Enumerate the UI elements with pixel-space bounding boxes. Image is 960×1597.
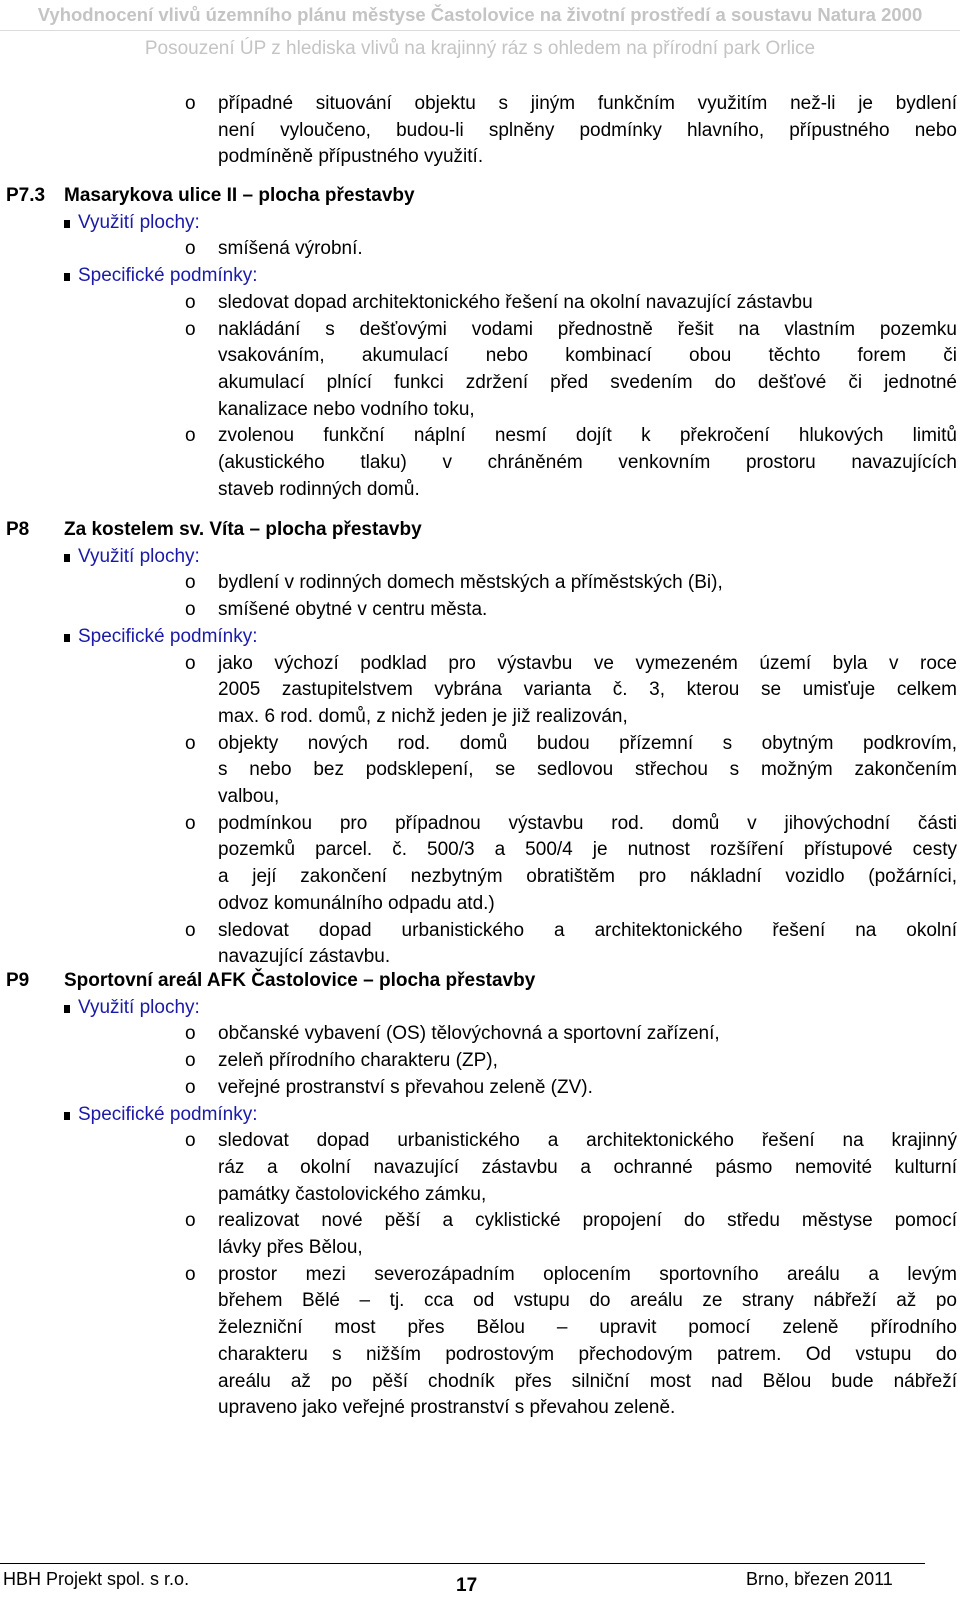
list-bullet: o (185, 812, 196, 834)
p73-condition-item-line: vsakováním, akumulací nebo kombinací obou těchto forem či (218, 345, 957, 367)
section-p9-code: P9 (6, 970, 30, 991)
p73-use-item-line: smíšená výrobní. (218, 238, 363, 260)
p8-condition-item-line: a její zakončení nezbytným obratištěm pro nákladní vozidlo (požárníci, (218, 866, 957, 888)
p9-condition-item-line: lávky přes Bělou, (218, 1237, 363, 1258)
p9-condition-item-line: sledovat dopad urbanistického a architektonického řešení na krajinný (218, 1130, 957, 1152)
p73-condition-item-line: (akustického tlaku) v chráněném venkovním prostoru navazujících (218, 452, 957, 473)
p8-condition-item-line: sledovat dopad urbanistického a architektonického řešení na okolní (218, 919, 957, 941)
label-vyuziti-plochy: Využití plochy: (78, 211, 200, 233)
list-bullet: o (185, 1023, 196, 1045)
p9-condition-item-line: upraveno jako veřejné prostranství s převahou zeleně. (218, 1397, 676, 1419)
list-bullet: o (185, 919, 196, 941)
list-bullet: o (185, 93, 196, 114)
p8-condition-item-line: valbou, (218, 786, 280, 807)
p9-use-item-line: zeleň přírodního charakteru (ZP), (218, 1050, 498, 1072)
section-p8-title: Za kostelem sv. Víta – plocha přestavby (64, 519, 422, 540)
p9-condition-item-line: charakteru s nižším podrostovým přechodovým patrem. Od vstupu do (218, 1343, 957, 1365)
list-bullet: o (185, 1263, 196, 1285)
p73-condition-item-line: akumulací plnící funkci zdržení před svedením do dešťové či jednotné (218, 371, 957, 393)
p8-condition-item-line: navazující zástavbu. (218, 946, 391, 968)
label-vyuziti-plochy: Využití plochy: (78, 996, 200, 1018)
p9-use-item-line: občanské vybavení (OS) tělovýchovná a sportovní zařízení, (218, 1023, 720, 1045)
footer-divider (0, 1563, 925, 1564)
p73-condition-item-line: staveb rodinných domů. (218, 478, 420, 500)
p73-condition-item-line: nakládání s dešťovými vodami přednostně řešit na vlastním pozemku (218, 318, 957, 340)
square-bullet-icon (64, 1112, 70, 1120)
label-specificke-podminky: Specifické podmínky: (78, 1103, 258, 1125)
header-document-title: Vyhodnocení vlivů územního plánu městyse Častolovice na životní prostředí a soustavu Natura 2000 (37, 4, 923, 25)
section-p8-code: P8 (6, 519, 30, 540)
square-bullet-icon (64, 1005, 70, 1013)
square-bullet-icon (64, 220, 70, 228)
p8-condition-item-line: 2005 zastupitelstvem vybrána varianta č. 3, kterou se umisťuje celkem (218, 679, 957, 701)
p8-condition-item-line: jako výchozí podklad pro výstavbu ve vymezeném území byla v roce (218, 652, 957, 674)
p8-use-item-line: smíšené obytné v centru města. (218, 599, 488, 621)
p73-condition-item-line: sledovat dopad architektonického řešení na okolní navazující zástavbu (218, 291, 813, 313)
list-bullet: o (185, 732, 196, 754)
p9-use-item-line: veřejné prostranství s převahou zeleně (ZV). (218, 1076, 593, 1098)
header-subtitle: Posouzení ÚP z hlediska vlivů na krajinný ráz s ohledem na přírodní park Orlice (144, 38, 816, 59)
section-p73-code: P7.3 (6, 185, 46, 206)
p8-condition-item-line: objekty nových rod. domů budou přízemní s obytným podkrovím, (218, 732, 957, 754)
p9-condition-item-line: areálu až po pěší chodník přes silniční most nad Bělou bude nábřeží (218, 1370, 957, 1392)
list-bullet: o (185, 1076, 196, 1098)
list-bullet: o (185, 318, 196, 340)
p9-condition-item-line: ráz a okolní navazující zástavbu a ochranné pásmo nemovité kulturní (218, 1156, 957, 1178)
list-bullet: o (185, 599, 196, 621)
list-bullet: o (185, 1130, 196, 1152)
p9-condition-item-line: břehem Bělé – tj. cca od vstupu do areálu ze strany nábřeží až po (218, 1290, 957, 1312)
p8-condition-item-line: pozemků parcel. č. 500/3 a 500/4 je nutnost rozšíření přístupové cesty (218, 839, 957, 861)
footer-date: Brno, březen 2011 (746, 1569, 893, 1589)
list-bullet: o (185, 291, 196, 313)
list-bullet: o (185, 238, 196, 260)
square-bullet-icon (64, 554, 70, 562)
continued-item-line: podmíněně přípustného využití. (218, 146, 484, 168)
label-specificke-podminky: Specifické podmínky: (78, 265, 258, 287)
p8-condition-item-line: s nebo bez podsklepení, se sedlovou střechou s možným zakončením (218, 759, 957, 781)
list-bullet: o (185, 572, 196, 594)
p8-condition-item-line: podmínkou pro případnou výstavbu rod. domů v jihovýchodní části (218, 812, 957, 834)
list-bullet: o (185, 652, 196, 674)
section-p73-title: Masarykova ulice II – plocha přestavby (64, 185, 415, 206)
page-number: 17 (456, 1575, 478, 1596)
p9-condition-item-line: realizovat nové pěší a cyklistické propojení do středu městyse pomocí (218, 1210, 957, 1232)
header-divider (0, 30, 960, 31)
p8-condition-item-line: odvoz komunálního odpadu atd.) (218, 892, 495, 914)
p9-condition-item-line: památky častolovického zámku, (218, 1183, 487, 1205)
square-bullet-icon (64, 634, 70, 642)
label-specificke-podminky: Specifické podmínky: (78, 625, 258, 647)
list-bullet: o (185, 1050, 196, 1072)
label-vyuziti-plochy: Využití plochy: (78, 545, 200, 567)
list-bullet: o (185, 425, 196, 447)
square-bullet-icon (64, 273, 70, 281)
p73-condition-item-line: zvolenou funkční náplní nesmí dojít k překročení hlukových limitů (218, 425, 957, 447)
continued-item-line: případné situování objektu s jiným funkčním využitím než-li je bydlení (218, 93, 957, 114)
p73-condition-item-line: kanalizace nebo vodního toku, (218, 398, 475, 420)
p8-condition-item-line: max. 6 rod. domů, z nichž jeden je již realizován, (218, 705, 628, 727)
p8-use-item-line: bydlení v rodinných domech městských a příměstských (Bi), (218, 572, 723, 594)
section-p9-title: Sportovní areál AFK Častolovice – plocha přestavby (64, 970, 536, 991)
list-bullet: o (185, 1210, 196, 1232)
p9-condition-item-line: železniční most přes Bělou – upravit pomocí zeleně přírodního (218, 1317, 957, 1339)
p9-condition-item-line: prostor mezi severozápadním oplocením sportovního areálu a levým (218, 1263, 957, 1285)
footer-company: HBH Projekt spol. s r.o. (3, 1569, 190, 1589)
continued-item-line: není vyloučeno, budou-li splněny podmínky hlavního, přípustného nebo (218, 119, 957, 141)
